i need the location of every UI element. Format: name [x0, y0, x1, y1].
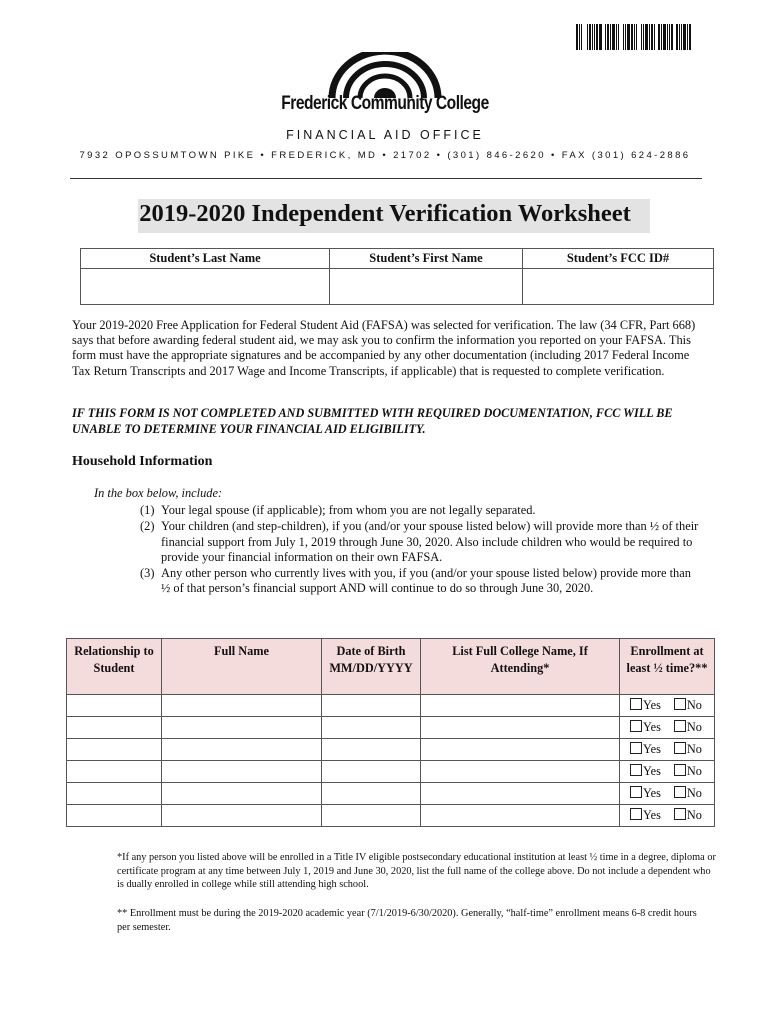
footnote-enrollment: ** Enrollment must be during the 2019-2020 academic year (7/1/2019-6/30/2020). Generally, “half-time” enrollment means 6-8 credit hours per semester.	[117, 908, 697, 933]
barcode-bar	[620, 24, 622, 50]
household-table	[66, 638, 715, 827]
barcode-bar	[689, 24, 691, 50]
barcode-bar	[643, 24, 644, 50]
student-info-table	[80, 248, 714, 305]
enrollment-no-option[interactable]	[674, 764, 702, 779]
enrollment-header: Enrollment at least ½ time?**	[620, 639, 715, 695]
barcode-bar	[596, 24, 598, 50]
no-label: No	[686, 698, 702, 712]
enrollment-cell	[620, 739, 715, 761]
barcode-bar	[671, 24, 673, 50]
no-label: No	[686, 808, 702, 822]
yes-checkbox[interactable]	[630, 698, 642, 710]
college-cell[interactable]	[421, 761, 620, 783]
college-cell[interactable]	[421, 783, 620, 805]
enrollment-yes-option[interactable]	[630, 698, 661, 713]
enrollment-cell	[620, 783, 715, 805]
list-text: Any other person who currently lives with you, if you (and/or your spouse listed below) provide more than ½ of that person’s financial support AND will continue to do so through June 30, 2020.	[161, 566, 691, 596]
no-label: No	[686, 720, 702, 734]
table-row	[67, 761, 715, 783]
barcode-bar	[616, 24, 617, 50]
full-name-cell[interactable]	[162, 761, 322, 783]
no-checkbox[interactable]	[674, 764, 686, 776]
barcode-bar	[592, 24, 593, 50]
list-text: Your legal spouse (if applicable); from whom you are not legally separated.	[161, 503, 536, 517]
dob-cell[interactable]	[322, 695, 421, 717]
barcode-bar	[651, 24, 653, 50]
no-label: No	[686, 764, 702, 778]
barcode	[576, 24, 708, 50]
barcode-bar	[587, 24, 588, 50]
barcode-bar	[679, 24, 680, 50]
barcode-bar	[583, 24, 586, 50]
barcode-bar	[599, 24, 602, 50]
table-row	[67, 739, 715, 761]
full-name-cell[interactable]	[162, 717, 322, 739]
barcode-bar	[674, 24, 675, 50]
barcode-bar	[607, 24, 609, 50]
barcode-bar	[623, 24, 624, 50]
enrollment-cell	[620, 761, 715, 783]
enrollment-cell	[620, 695, 715, 717]
list-text: Your children (and step-children), if you (and/or your spouse listed below) will provide more than ½ of their financial support from July 1, 2019 through June 30, 2020. Also include children who would be required to provide your financial information on their own FAFSA.	[161, 519, 699, 564]
full-name-cell[interactable]	[162, 805, 322, 827]
list-item	[140, 503, 700, 518]
yes-label: Yes	[643, 720, 661, 734]
relationship-cell[interactable]	[67, 717, 162, 739]
yes-label: Yes	[643, 764, 661, 778]
barcode-bar	[656, 24, 657, 50]
no-checkbox[interactable]	[674, 698, 686, 710]
barcode-bar	[661, 24, 662, 50]
dob-header: Date of Birth MM/DD/YYYY	[322, 639, 421, 695]
household-instruction: In the box below, include:	[94, 486, 223, 500]
barcode-bar	[681, 24, 682, 50]
footnote-college: *If any person you listed above will be enrolled in a Title IV eligible postsecondary educational institution at least ½ time in a degree, diploma or certificate program at any time between July 1, 2019 and June 30, 2020, list the full name of the college above. Do not include a dependent who is dually enrolled in college while still attending high school.	[117, 852, 716, 890]
enrollment-yes-option[interactable]	[630, 786, 661, 801]
relationship-cell[interactable]	[67, 783, 162, 805]
barcode-bar	[603, 24, 604, 50]
page-title: 2019-2020 Independent Verification Worksheet	[139, 200, 631, 227]
full-name-cell[interactable]	[162, 739, 322, 761]
yes-checkbox[interactable]	[630, 742, 642, 754]
no-checkbox[interactable]	[674, 808, 686, 820]
enrollment-no-option[interactable]	[674, 808, 702, 823]
dob-cell[interactable]	[322, 805, 421, 827]
barcode-bar	[658, 24, 660, 50]
intro-paragraph: Your 2019-2020 Free Application for Federal Student Aid (FAFSA) was selected for verification. The law (34 CFR, Part 668) says that before awarding federal student aid, we may ask you to confirm the information you reported on your FAFSA. This form must have the appropriate signatures and be accompanied by any other documentation (including 2017 Federal Income Tax Return Transcripts and 2017 Wage and Income Transcripts, if applicable) that is requested to complete verification.	[72, 318, 696, 378]
first-name-header: Student’s First Name	[330, 249, 523, 269]
fcc-id-field[interactable]	[523, 269, 714, 305]
college-cell[interactable]	[421, 717, 620, 739]
dob-cell[interactable]	[322, 739, 421, 761]
barcode-bar	[612, 24, 615, 50]
yes-checkbox[interactable]	[630, 808, 642, 820]
household-heading: Household Information	[72, 454, 213, 469]
relationship-cell[interactable]	[67, 805, 162, 827]
no-label: No	[686, 786, 702, 800]
college-logo	[322, 52, 448, 98]
enrollment-cell	[620, 805, 715, 827]
yes-checkbox[interactable]	[630, 764, 642, 776]
no-checkbox[interactable]	[674, 786, 686, 798]
enrollment-yes-option[interactable]	[630, 808, 661, 823]
relationship-cell[interactable]	[67, 761, 162, 783]
barcode-bar	[618, 24, 619, 50]
barcode-bar	[631, 24, 633, 50]
table-row	[67, 695, 715, 717]
fcc-id-header: Student’s FCC ID#	[523, 249, 714, 269]
enrollment-no-option[interactable]	[674, 742, 702, 757]
household-list	[140, 503, 700, 598]
yes-label: Yes	[643, 742, 661, 756]
yes-label: Yes	[643, 786, 661, 800]
college-cell[interactable]	[421, 695, 620, 717]
last-name-header: Student’s Last Name	[81, 249, 330, 269]
dob-cell[interactable]	[322, 783, 421, 805]
list-number: (2)	[140, 519, 155, 534]
no-checkbox[interactable]	[674, 720, 686, 732]
barcode-bar	[687, 24, 688, 50]
college-cell[interactable]	[421, 739, 620, 761]
enrollment-yes-option[interactable]	[630, 742, 661, 757]
barcode-bar	[641, 24, 642, 50]
header-divider	[70, 178, 702, 179]
barcode-bar	[645, 24, 648, 50]
first-name-field[interactable]	[330, 269, 523, 305]
office-address: 7932 OPOSSUMTOWN PIKE • FREDERICK, MD • 21702 • (301) 846-2620 • FAX (301) 624-2886	[79, 150, 691, 161]
barcode-bar	[638, 24, 640, 50]
no-label: No	[686, 742, 702, 756]
list-item	[140, 566, 700, 597]
barcode-bar	[663, 24, 666, 50]
enrollment-no-option[interactable]	[674, 786, 702, 801]
dob-cell[interactable]	[322, 761, 421, 783]
full-name-cell[interactable]	[162, 695, 322, 717]
enrollment-no-option[interactable]	[674, 698, 702, 713]
enrollment-cell	[620, 717, 715, 739]
relationship-header: Relationship to Student	[67, 639, 162, 695]
warning-text: IF THIS FORM IS NOT COMPLETED AND SUBMITTED WITH REQUIRED DOCUMENTATION, FCC WILL BE UNABLE TO DETERMINE YOUR FINANCIAL AID ELIGIBILITY.	[72, 406, 673, 436]
yes-checkbox[interactable]	[630, 786, 642, 798]
barcode-bar	[649, 24, 650, 50]
yes-checkbox[interactable]	[630, 720, 642, 732]
college-cell[interactable]	[421, 805, 620, 827]
table-row	[67, 805, 715, 827]
enrollment-no-option[interactable]	[674, 720, 702, 735]
office-name: FINANCIAL AID OFFICE	[286, 128, 484, 142]
list-item	[140, 519, 700, 565]
last-name-field[interactable]	[81, 269, 330, 305]
barcode-bar	[627, 24, 630, 50]
barcode-bar	[589, 24, 591, 50]
relationship-cell[interactable]	[67, 695, 162, 717]
no-checkbox[interactable]	[674, 742, 686, 754]
barcode-bar	[634, 24, 635, 50]
list-number: (3)	[140, 566, 155, 581]
barcode-bar	[576, 24, 578, 50]
college-header: List Full College Name, If Attending*	[421, 639, 620, 695]
barcode-bar	[654, 24, 655, 50]
full-name-cell[interactable]	[162, 783, 322, 805]
barcode-bar	[579, 24, 580, 50]
table-row	[67, 717, 715, 739]
barcode-bar	[636, 24, 637, 50]
list-number: (1)	[140, 503, 155, 517]
barcode-bar	[581, 24, 582, 50]
barcode-bar	[683, 24, 686, 50]
barcode-bar	[625, 24, 626, 50]
yes-label: Yes	[643, 698, 661, 712]
yes-label: Yes	[643, 808, 661, 822]
barcode-bar	[669, 24, 670, 50]
enrollment-yes-option[interactable]	[630, 720, 661, 735]
full-name-header: Full Name	[162, 639, 322, 695]
barcode-bar	[676, 24, 678, 50]
relationship-cell[interactable]	[67, 739, 162, 761]
enrollment-yes-option[interactable]	[630, 764, 661, 779]
table-row	[67, 783, 715, 805]
barcode-bar	[594, 24, 595, 50]
barcode-bar	[610, 24, 611, 50]
barcode-bar	[605, 24, 606, 50]
dob-cell[interactable]	[322, 717, 421, 739]
barcode-bar	[667, 24, 668, 50]
college-name: Frederick Community College	[281, 93, 489, 114]
